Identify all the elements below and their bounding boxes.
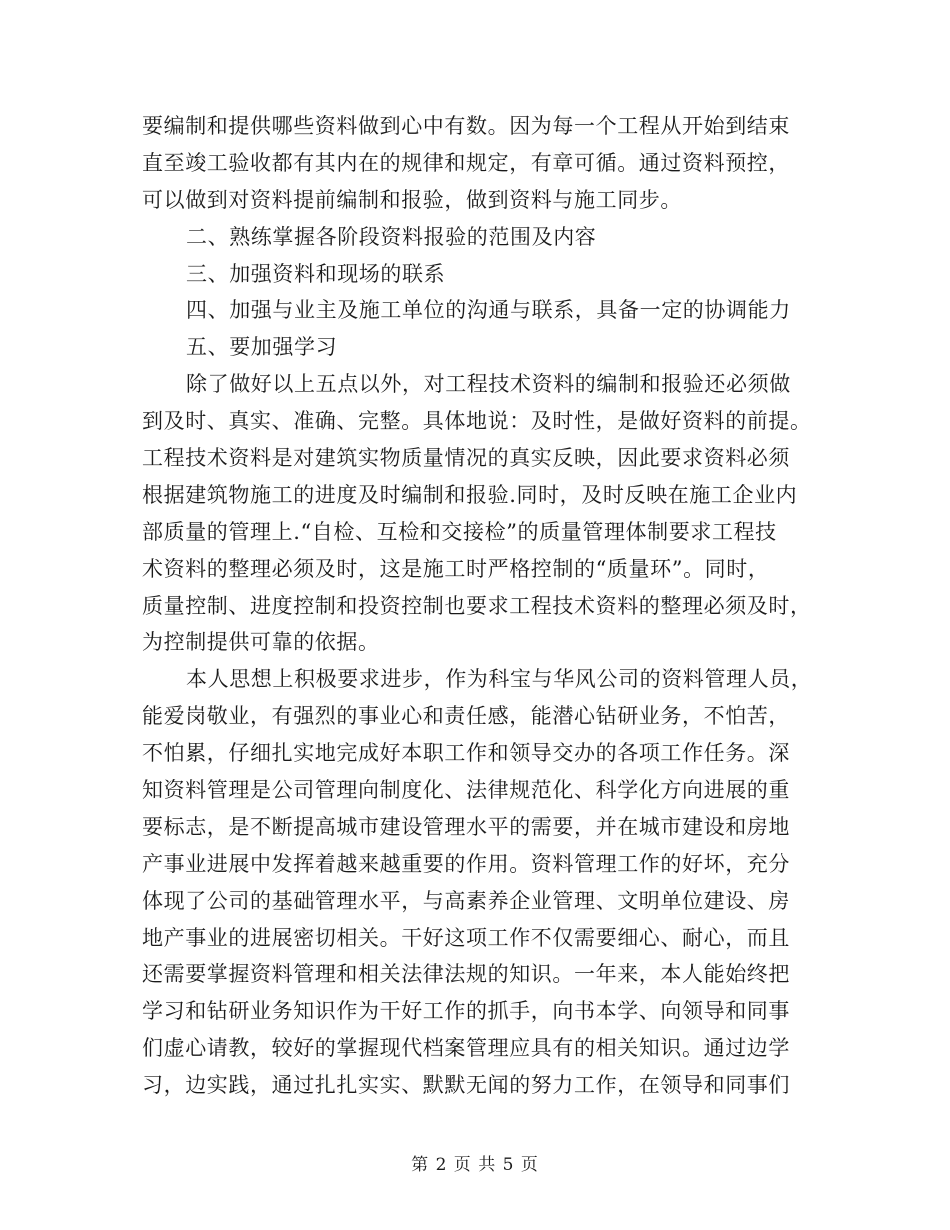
text-line: 部质量的管理上.“自检、互检和交接检”的质量管理体制要求工程技 [142,519,777,544]
section-heading: 四、加强与业主及施工单位的沟通与联系，具备一定的协调能力 [186,298,791,323]
text-line: 为控制提供可靠的依据。 [142,630,380,655]
text-line: 还需要掌握资料管理和相关法律法规的知识。一年来，本人能始终把 [142,962,790,987]
text-line: 体现了公司的基础管理水平，与高素养企业管理、文明单位建设、房 [142,888,790,913]
text-line: 习，边实践，通过扎扎实实、默默无闻的努力工作，在领导和同事们 [142,1073,790,1098]
text-line: 到及时、真实、准确、完整。具体地说：及时性，是做好资料的前提。 [142,409,812,434]
text-line: 要标志，是不断提高城市建设管理水平的需要，并在城市建设和房地 [142,814,790,839]
text-line: 们虚心请教，较好的掌握现代档案管理应具有的相关知识。通过边学 [142,1036,790,1061]
text-line: 产事业进展中发挥着越来越重要的作用。资料管理工作的好坏，充分 [142,851,790,876]
text-line: 质量控制、进度控制和投资控制也要求工程技术资料的整理必须及时， [142,593,812,618]
section-heading: 五、要加强学习 [186,335,338,360]
page-number-footer: 第 2 页 共 5 页 [411,1155,539,1175]
paragraph-start-line: 本人思想上积极要求进步，作为科宝与华风公司的资料管理人员， [186,667,813,692]
text-line: 术资料的整理必须及时，这是施工时严格控制的“质量环”。同时， [142,556,770,581]
text-line: 地产事业的进展密切相关。干好这项工作不仅需要细心、耐心，而且 [142,925,790,950]
text-line: 能爱岗敬业，有强烈的事业心和责任感，能潜心钻研业务，不怕苦， [142,704,790,729]
text-line: 可以做到对资料提前编制和报验，做到资料与施工同步。 [142,187,682,212]
body-text [142,108,813,1104]
paragraph-start-line: 除了做好以上五点以外，对工程技术资料的编制和报验还必须做 [186,372,791,397]
text-line: 学习和钻研业务知识作为干好工作的抓手，向书本学、向领导和同事 [142,999,790,1024]
text-line: 知资料管理是公司管理向制度化、法律规范化、科学化方向进展的重 [142,778,790,803]
text-line: 要编制和提供哪些资料做到心中有数。因为每一个工程从开始到结束 [142,114,790,138]
text-line: 根据建筑物施工的进度及时编制和报验.同时，及时反映在施工企业内 [142,482,798,507]
text-line: 工程技术资料是对建筑实物质量情况的真实反映，因此要求资料必须 [142,446,790,471]
section-heading: 三、加强资料和现场的联系 [186,261,446,286]
text-line: 不怕累，仔细扎实地完成好本职工作和领导交办的各项工作任务。深 [142,741,790,766]
text-line: 直至竣工验收都有其内在的规律和规定，有章可循。通过资料预控， [142,150,790,175]
section-heading: 二、熟练掌握各阶段资料报验的范围及内容 [186,224,597,249]
